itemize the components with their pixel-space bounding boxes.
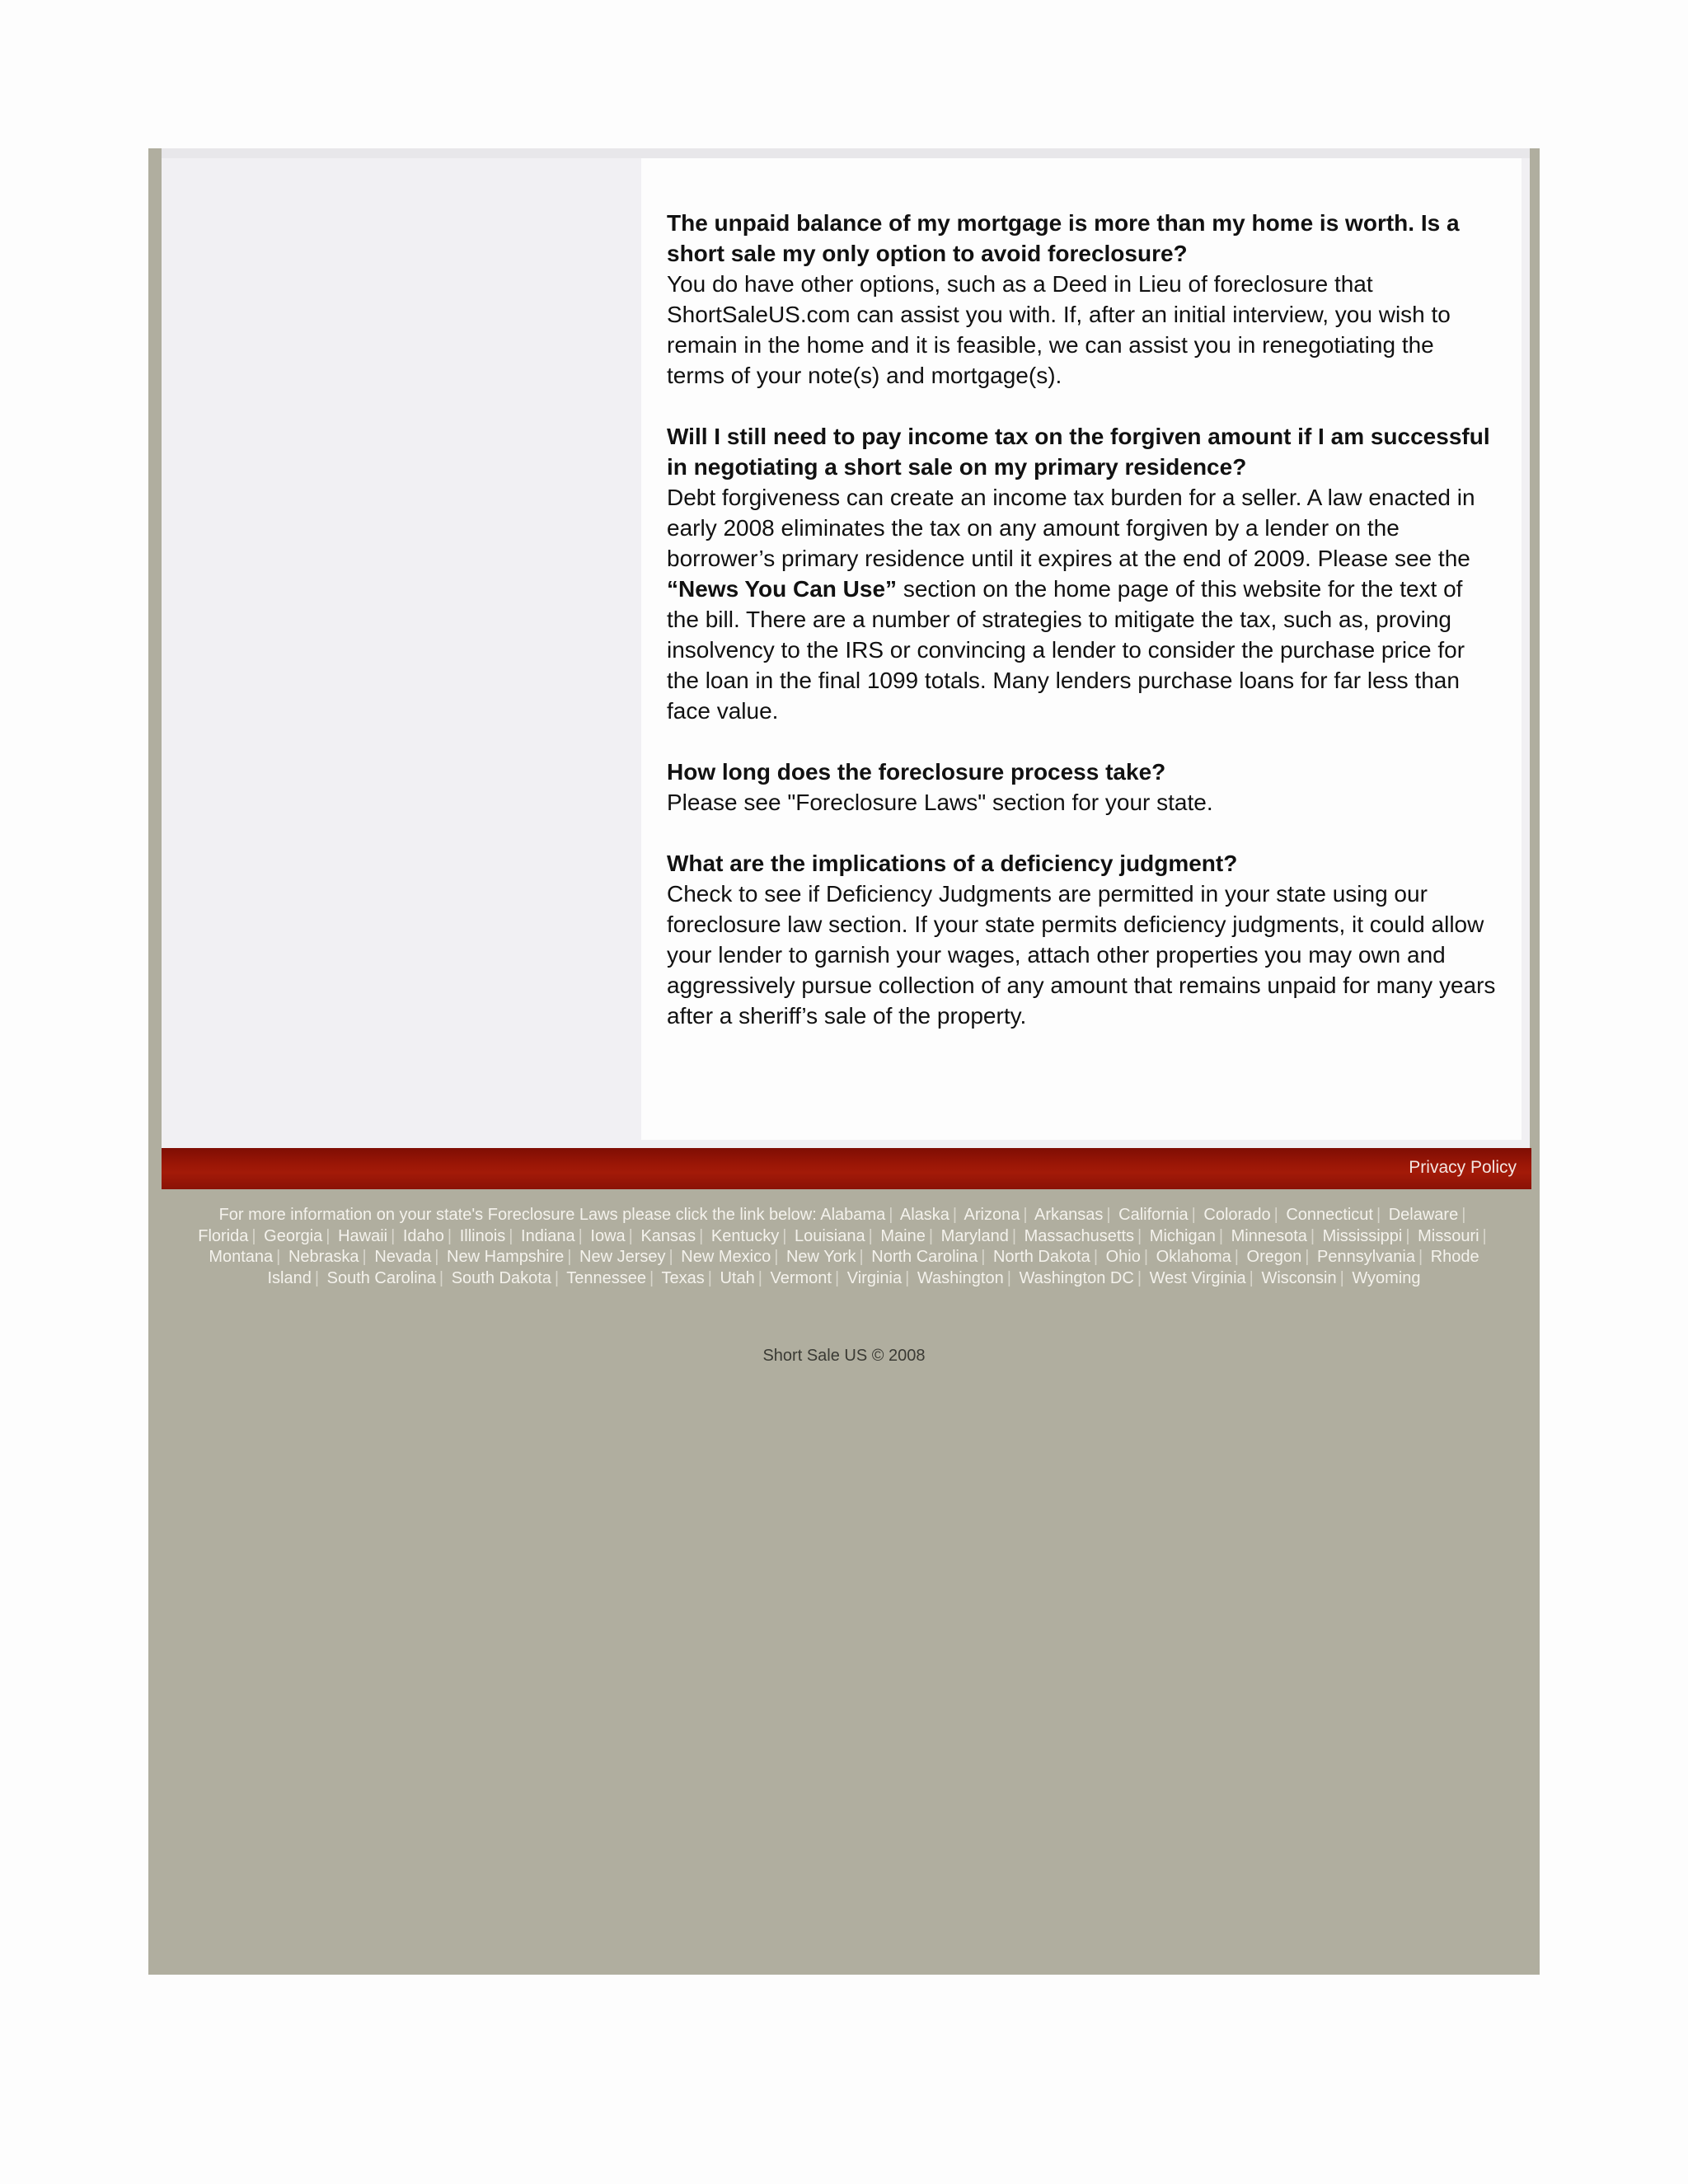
faq-question: The unpaid balance of my mortgage is more than my home is worth. Is a short sale my only option to avoid foreclosure? (667, 210, 1460, 266)
link-separator: | (928, 1226, 934, 1245)
state-link[interactable]: Colorado (1203, 1206, 1271, 1224)
faq-question: Will I still need to pay income tax on the forgiven amount if I am successful in negotiating a short sale on my primary residence? (667, 424, 1490, 480)
state-link[interactable]: Hawaii (338, 1226, 388, 1245)
state-link[interactable]: Montana (209, 1248, 274, 1266)
state-link[interactable]: Wisconsin (1261, 1268, 1337, 1287)
faq-answer (667, 269, 1497, 391)
state-link[interactable]: Washington DC (1019, 1268, 1134, 1287)
content-area (162, 158, 1530, 1148)
faq-item (667, 421, 1497, 726)
state-link[interactable]: Utah (720, 1268, 755, 1287)
state-link[interactable]: Minnesota (1231, 1226, 1307, 1245)
state-link[interactable]: Idaho (402, 1226, 444, 1245)
link-separator: | (1310, 1226, 1315, 1245)
state-link[interactable]: Rhode Island (267, 1248, 1479, 1287)
link-separator: | (578, 1226, 583, 1245)
state-link[interactable]: Massachusetts (1024, 1226, 1135, 1245)
state-link[interactable]: Texas (661, 1268, 705, 1287)
link-separator: | (834, 1268, 840, 1287)
faq-question: How long does the foreclosure process take? (667, 759, 1166, 785)
state-link[interactable]: Michigan (1149, 1226, 1216, 1245)
link-separator: | (1006, 1268, 1011, 1287)
answer-text: section on the home page of this website for the text of the bill. There are a number of strategies to mitigate the tax, such as, proving insolvency to the IRS or convincing a lender to consider the purchase price for the loan in the final 1099 totals. Many lenders purchase loans for far less than face value. (667, 576, 1465, 724)
state-link[interactable]: Washington (917, 1268, 1004, 1287)
state-link[interactable]: New Jersey (579, 1248, 666, 1266)
state-link[interactable]: New York (785, 1248, 856, 1266)
link-separator: | (1093, 1248, 1099, 1266)
link-separator: | (1305, 1248, 1310, 1266)
link-separator: | (1339, 1268, 1344, 1287)
faq-question: What are the implications of a deficiency judgment? (667, 851, 1238, 876)
faq-item (667, 208, 1497, 391)
state-link[interactable]: Maryland (940, 1226, 1009, 1245)
answer-text: Debt forgiveness can create an income tax burden for a seller. A law enacted in early 2008 eliminates the tax on any amount forgiven by a lender on the borrower’s primary residence until it expires at the end of 2009. Please see the (667, 485, 1475, 571)
link-separator: | (1249, 1268, 1254, 1287)
answer-text: Please see "Foreclosure Laws" section for your state. (667, 790, 1213, 815)
faq-answer (667, 787, 1497, 818)
state-link[interactable]: Ohio (1105, 1248, 1141, 1266)
faq-answer (667, 879, 1497, 1031)
state-link[interactable]: Florida (198, 1226, 249, 1245)
state-link[interactable]: Kentucky (710, 1226, 780, 1245)
link-separator: | (905, 1268, 910, 1287)
link-separator: | (774, 1248, 779, 1266)
footer-bar (162, 1148, 1531, 1189)
link-separator: | (952, 1206, 958, 1224)
link-separator: | (1023, 1206, 1028, 1224)
state-link[interactable]: Tennessee (566, 1268, 647, 1287)
link-separator: | (1011, 1226, 1017, 1245)
state-link[interactable]: Arkansas (1034, 1206, 1104, 1224)
link-separator: | (362, 1248, 367, 1266)
link-separator: | (447, 1226, 452, 1245)
faq-item (667, 848, 1497, 1031)
state-link[interactable]: West Virginia (1149, 1268, 1246, 1287)
link-separator: | (1482, 1226, 1487, 1245)
link-separator: | (1218, 1226, 1224, 1245)
link-separator: | (1143, 1248, 1149, 1266)
state-links-block (198, 1205, 1490, 1289)
state-link[interactable]: South Dakota (451, 1268, 551, 1287)
state-link[interactable]: Vermont (770, 1268, 832, 1287)
link-separator: | (649, 1268, 654, 1287)
link-separator: | (1376, 1206, 1381, 1224)
link-separator: | (1137, 1226, 1142, 1245)
link-separator: | (391, 1226, 396, 1245)
top-strip (162, 148, 1530, 158)
link-separator: | (699, 1226, 704, 1245)
link-separator: | (326, 1226, 331, 1245)
state-link[interactable]: Georgia (264, 1226, 323, 1245)
state-link[interactable]: Wyoming (1352, 1268, 1421, 1287)
state-link[interactable]: Delaware (1388, 1206, 1459, 1224)
link-separator: | (889, 1206, 893, 1224)
link-separator: | (707, 1268, 712, 1287)
state-link[interactable]: Iowa (590, 1226, 626, 1245)
link-separator: | (628, 1226, 633, 1245)
state-link[interactable]: Louisiana (794, 1226, 865, 1245)
link-separator: | (276, 1248, 281, 1266)
state-link[interactable]: Kansas (640, 1226, 696, 1245)
state-link[interactable]: California (1118, 1206, 1189, 1224)
state-link[interactable]: Nebraska (288, 1248, 359, 1266)
state-link[interactable]: Arizona (964, 1206, 1020, 1224)
link-separator: | (438, 1268, 444, 1287)
state-link[interactable]: South Carolina (326, 1268, 436, 1287)
link-separator: | (1273, 1206, 1278, 1224)
answer-text: You do have other options, such as a Deed in Lieu of foreclosure that ShortSaleUS.com can assist you with. If, after an initial interview, you wish to remain in the home and it is feasible, we can assist you in renegotiating the terms of your note(s) and mortgage(s). (667, 271, 1451, 388)
state-link[interactable]: Alaska (899, 1206, 950, 1224)
state-link[interactable]: Oregon (1246, 1248, 1302, 1266)
privacy-policy-link[interactable]: Privacy Policy (1409, 1158, 1517, 1177)
state-link[interactable]: Nevada (374, 1248, 432, 1266)
link-separator: | (668, 1248, 673, 1266)
state-link[interactable]: New Hampshire (447, 1248, 565, 1266)
state-link[interactable]: Oklahoma (1156, 1248, 1231, 1266)
link-separator: | (567, 1248, 572, 1266)
state-link[interactable]: North Carolina (871, 1248, 978, 1266)
link-separator: | (782, 1226, 787, 1245)
state-link[interactable]: Illinois (459, 1226, 506, 1245)
link-separator: | (981, 1248, 986, 1266)
state-link[interactable]: Alabama (820, 1206, 886, 1224)
link-separator: | (554, 1268, 560, 1287)
link-separator: | (1461, 1206, 1466, 1224)
answer-emphasis: “News You Can Use” (667, 576, 898, 602)
state-link[interactable]: Mississippi (1322, 1226, 1403, 1245)
link-separator: | (434, 1248, 439, 1266)
state-link[interactable]: Missouri (1418, 1226, 1479, 1245)
page-frame (148, 148, 1540, 1975)
copyright-text: Short Sale US © 2008 (762, 1347, 926, 1365)
link-separator: | (1405, 1226, 1410, 1245)
states-intro-text: For more information on your state's Foreclosure Laws please click the link below: (218, 1206, 817, 1224)
faq-item (667, 757, 1497, 818)
link-separator: | (314, 1268, 320, 1287)
link-separator: | (509, 1226, 513, 1245)
state-link[interactable]: Maine (880, 1226, 926, 1245)
state-link[interactable]: Virginia (846, 1268, 903, 1287)
state-link[interactable]: Connecticut (1286, 1206, 1373, 1224)
faq-panel (641, 158, 1522, 1140)
link-separator: | (251, 1226, 256, 1245)
link-separator: | (757, 1268, 762, 1287)
state-link[interactable]: New Mexico (681, 1248, 771, 1266)
link-separator: | (1234, 1248, 1239, 1266)
link-separator: | (1191, 1206, 1196, 1224)
state-link[interactable]: North Dakota (992, 1248, 1090, 1266)
faq-answer (667, 482, 1497, 726)
link-separator: | (1137, 1268, 1142, 1287)
state-link[interactable]: Indiana (521, 1226, 575, 1245)
link-separator: | (1106, 1206, 1111, 1224)
answer-text: Check to see if Deficiency Judgments are permitted in your state using our foreclosure law section. If your state permits deficiency judgments, it could allow your lender to garnish your wages, attach other properties you may own and aggressively pursue collection of any amount that remains unpaid for many years after a sheriff’s sale of the property. (667, 881, 1496, 1029)
link-separator: | (868, 1226, 873, 1245)
state-link[interactable]: Pennsylvania (1317, 1248, 1415, 1266)
link-separator: | (859, 1248, 864, 1266)
link-separator: | (1418, 1248, 1423, 1266)
